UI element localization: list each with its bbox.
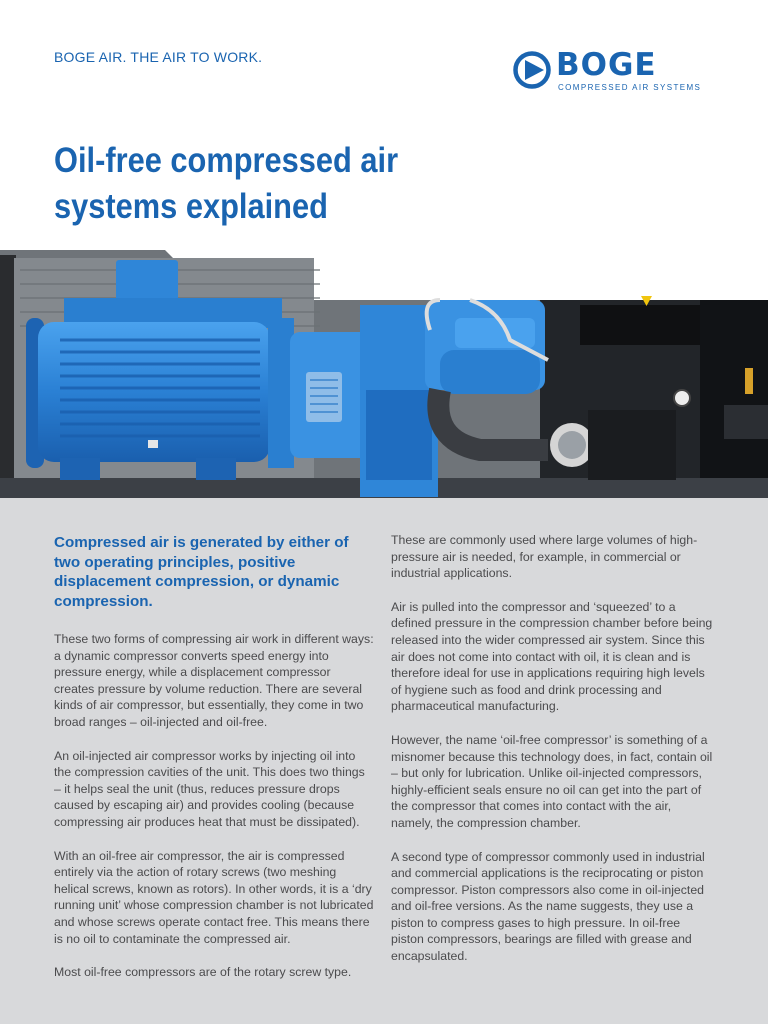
body-paragraph: However, the name ‘oil-free compressor’ is something of a misnomer because this technology does, in fact, contain oil – but only for lubrication. Unlike oil-injected compressors, highly-efficient seals ensure no oil can get into the part of the compressor that comes into contact with the air, namely, the compression chamber.: [391, 732, 713, 830]
body-paragraph: These are commonly used where large volumes of high-pressure air is needed, for example, in commercial or industrial applications.: [391, 533, 698, 581]
body-paragraph: These two forms of compressing air work in different ways: a dynamic compressor converts speed energy into pressure energy, while a displacement compressor creates pressure by volume reduction. There are several kinds of air compressor, but essentially, they come in two broad ranges – oil-injected and oil-free.: [54, 632, 374, 729]
tagline: BOGE AIR. THE AIR TO WORK.: [54, 49, 263, 65]
right-column: [391, 532, 714, 982]
body-paragraph: Air is pulled into the compressor and ‘squeezed’ to a defined pressure in the compression chamber before being released into the wider compressed air system. Since this air does not come into contact with oil, it is clean and is therefore ideal for use in applications requiring high levels of hygiene such as food and drink processing and pharmaceutical manufacturing.: [391, 599, 713, 714]
logo-wordmark: BOGE: [556, 47, 657, 83]
boge-logo-icon: [512, 50, 552, 90]
page-title: Oil-free compressed air systems explained: [54, 141, 399, 226]
compressor-machine-image: [0, 250, 768, 498]
body-paragraph: An oil-injected air compressor works by injecting oil into the compression cavities of the unit. This does two things – it helps seal the unit (thus, reduces pressure drops caused by escaping air) and provides cooling (because compressing air produces heat that must be dissipated).: [54, 748, 365, 829]
left-column: [54, 533, 374, 998]
body-paragraph: Most oil-free compressors are of the rotary screw type.: [54, 965, 352, 980]
body-paragraph: With an oil-free air compressor, the air is compressed entirely via the action of rotary screws (two meshing helical screws, known as rotors). In other words, it is a ‘dry running unit’ whose compression chamber is not lubricated and whose screws operate contact free. This means there is no oil to contaminate the compressed air.: [54, 848, 374, 946]
body-paragraph: A second type of compressor commonly used in industrial and commercial applications is the reciprocating or piston compressor. Piston compressors also come in oil-injected and oil-free versions. As the name suggests, they use a piston to compress gases to high pressure. In oil-free piston compressors, bearings are filled with grease and encapsulated.: [391, 849, 705, 964]
logo-subtitle: COMPRESSED AIR SYSTEMS: [558, 83, 702, 92]
lead-paragraph: Compressed air is generated by either of two operating principles, positive displacement compression, or dynamic compression.: [54, 534, 349, 610]
boge-logo[interactable]: [512, 47, 717, 98]
